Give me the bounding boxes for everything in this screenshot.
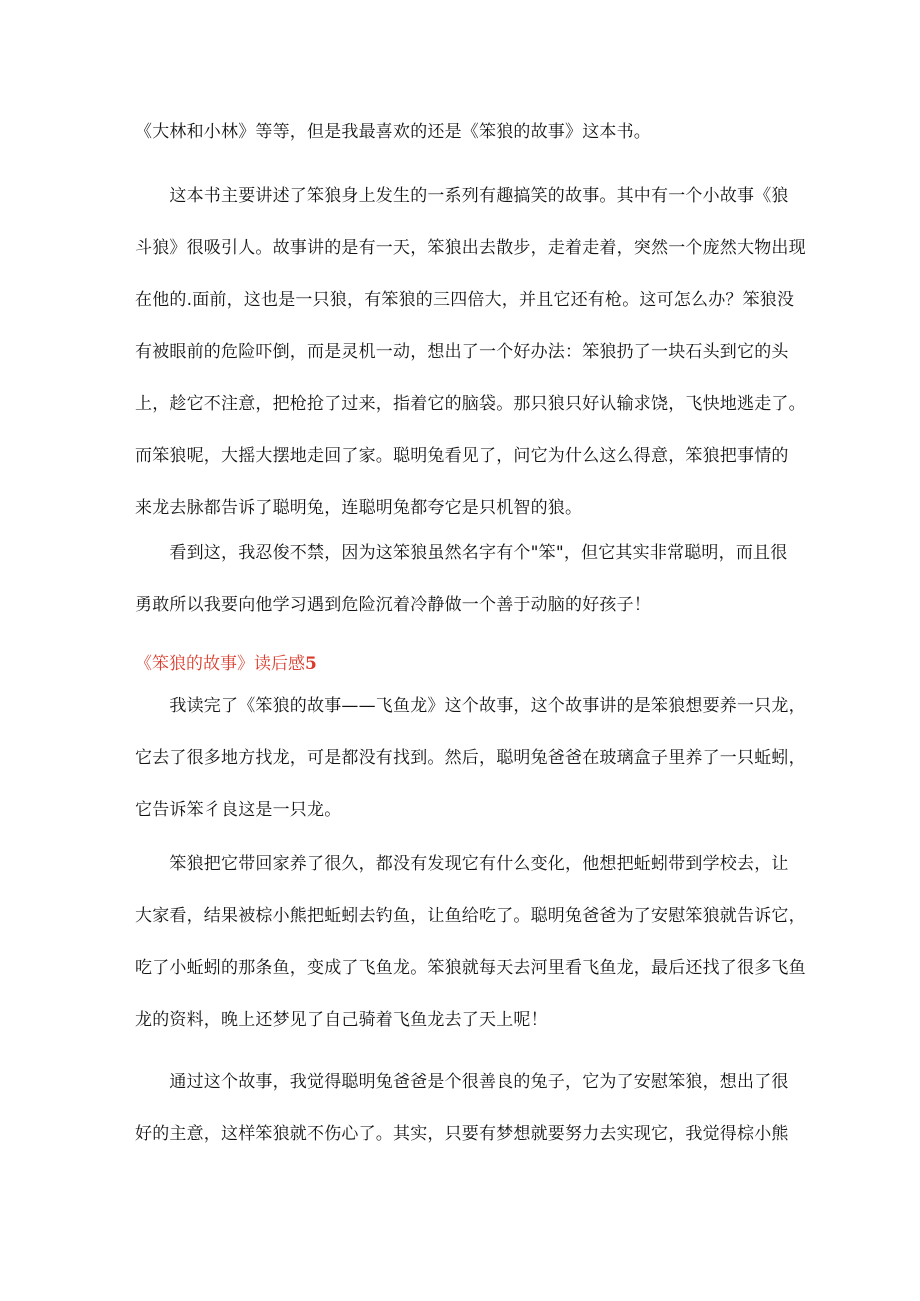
paragraph-line: 我读完了《笨狼的故事——飞鱼龙》这个故事，这个故事讲的是笨狼想要养一只龙， [135,696,806,716]
paragraph-line: 而笨狼呢，大摇大摆地走回了家。聪明兔看见了，问它为什么这么得意，笨狼把事情的 [135,446,789,466]
paragraph-line: 吃了小蚯蚓的那条鱼，变成了飞鱼龙。笨狼就每天去河里看飞鱼龙，最后还找了很多飞鱼 [135,958,806,978]
paragraph-line: 大家看，结果被棕小熊把蚯蚓去钓鱼，让鱼给吃了。聪明兔爸爸为了安慰笨狼就告诉它， [135,906,806,926]
paragraph-5 [135,838,806,1046]
paragraph-line: 好的主意，这样笨狼就不伤心了。其实，只要有梦想就要努力去实现它，我觉得棕小熊 [135,1124,789,1144]
paragraph-line: 有被眼前的危险吓倒，而是灵机一动，想出了一个好办法：笨狼扔了一块石头到它的头 [135,342,789,362]
section-heading-number: 5 [305,654,317,674]
paragraph-line: 《大林和小林》等等，但是我最喜欢的还是《笨狼的故事》这本书。 [135,122,651,142]
paragraph-line: 龙的资料，晚上还梦见了自己骑着飞鱼龙去了天上呢！ [135,1010,548,1030]
paragraph-1 [135,106,795,158]
section-heading [135,650,317,678]
paragraph-line: 斗狼》很吸引人。故事讲的是有一天，笨狼出去散步，走着走着，突然一个庞然大物出现 [135,238,806,258]
paragraph-2 [135,170,806,534]
section-heading-title: 《笨狼的故事》读后感 [135,654,305,674]
paragraph-line: 看到这，我忍俊不禁，因为这笨狼虽然名字有个"笨"，但它其实非常聪明，而且很 [135,543,788,563]
paragraph-6 [135,1056,795,1160]
paragraph-line: 它去了很多地方找龙，可是都没有找到。然后，聪明兔爸爸在玻璃盒子里养了一只蚯蚓， [135,748,806,768]
paragraph-line: 在他的.面前，这也是一只狼，有笨狼的三四倍大，并且它还有枪。这可怎么办？笨狼没 [135,290,795,310]
paragraph-line: 勇敢所以我要向他学习遇到危险沉着冷静做一个善于动脑的好孩子！ [135,595,651,615]
paragraph-line: 上，趁它不注意，把枪抢了过来，指着它的脑袋。那只狼只好认输求饶，飞快地逃走了。 [135,394,806,414]
paragraph-line: 这本书主要讲述了笨狼身上发生的一系列有趣搞笑的故事。其中有一个小故事《狼 [135,186,789,206]
paragraph-line: 笨狼把它带回家养了很久，都没有发现它有什么变化，他想把蚯蚓带到学校去，让 [135,854,789,874]
paragraph-line: 通过这个故事，我觉得聪明兔爸爸是个很善良的兔子，它为了安慰笨狼，想出了很 [135,1072,789,1092]
paragraph-4 [135,680,806,836]
paragraph-line: 来龙去脉都告诉了聪明兔，连聪明兔都夸它是只机智的狼。 [135,498,583,518]
paragraph-3 [135,527,795,631]
paragraph-line: 它告诉笨彳良这是一只龙。 [135,800,342,820]
